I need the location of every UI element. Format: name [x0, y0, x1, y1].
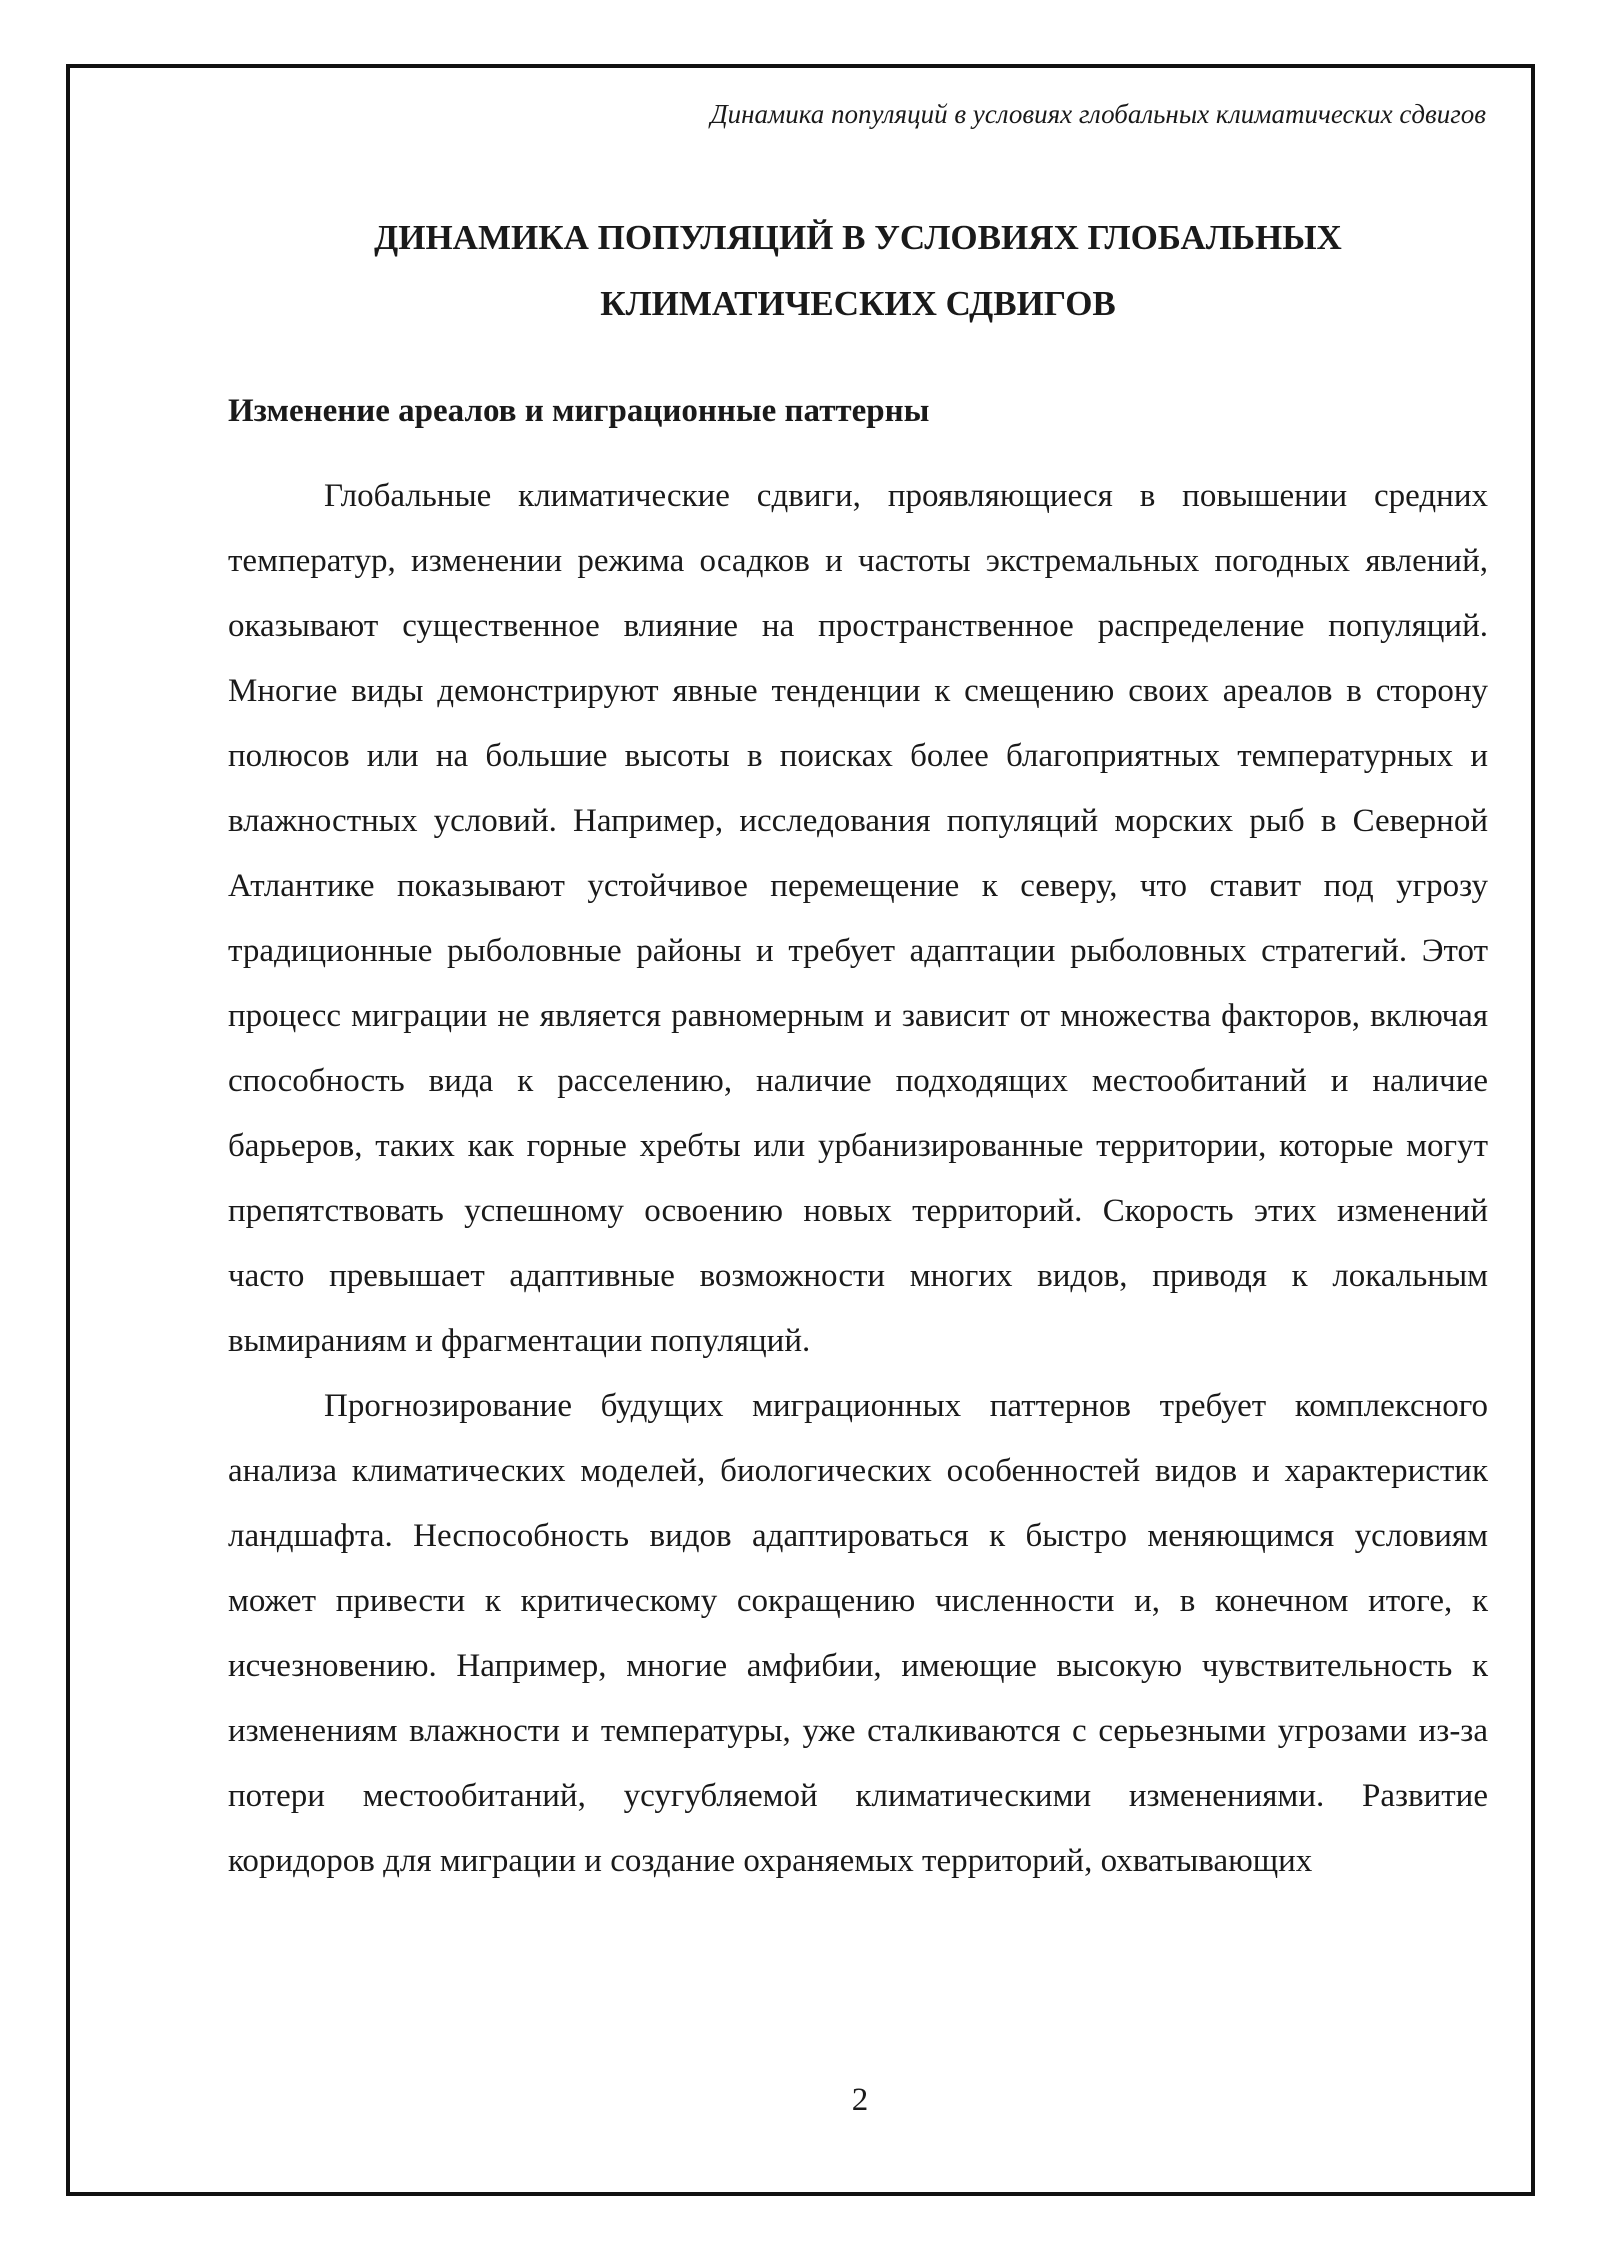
running-header: Динамика популяций в условиях глобальных климатических сдвигов: [710, 99, 1486, 129]
document-title-line-1: ДИНАМИКА ПОПУЛЯЦИЙ В УСЛОВИЯХ ГЛОБАЛЬНЫХ: [374, 218, 1342, 257]
page-number: 2: [851, 2082, 869, 2118]
document-title-line-2: КЛИМАТИЧЕСКИХ СДВИГОВ: [600, 284, 1116, 323]
paragraph-2: Прогнозирование будущих миграционных паттернов требует комплексного анализа климатических моделей, биологических особенностей видов и характеристик ландшафта. Неспособность видов адаптироваться к быстро меняющимся условиям может привести к критическому сокращению численности и, в конечном итоге, к исчезновению. Например, многие амфибии, имеющие высокую чувствительность к изменениям влажности и температуры, уже сталкиваются с серьезными угрозами из-за потери местообитаний, усугубляемой климатическими изменениями. Развитие коридоров для миграции и создание охраняемых территорий, охватывающих: [228, 1388, 1488, 1879]
section-heading: Изменение ареалов и миграционные паттерны: [228, 393, 930, 429]
document-title: [228, 205, 1488, 337]
paragraph-1: Глобальные климатические сдвиги, проявляющиеся в повышении средних температур, изменении режима осадков и частоты экстремальных погодных явлений, оказывают существенное влияние на пространственное распределение популяций. Многие виды демонстрируют явные тенденции к смещению своих ареалов в сторону полюсов или на большие высоты в поисках более благоприятных температурных и влажностных условий. Например, исследования популяций морских рыб в Северной Атлантике показывают устойчивое перемещение к северу, что ставит под угрозу традиционные рыболовные районы и требует адаптации рыболовных стратегий. Этот процесс миграции не является равномерным и зависит от множества факторов, включая способность вида к расселению, наличие подходящих местообитаний и наличие барьеров, таких как горные хребты или урбанизированные территории, которые могут препятствовать успешному освоению новых территорий. Скорость этих изменений часто превышает адаптивные возможности многих видов, приводя к локальным вымираниям и фрагментации популяций.: [228, 478, 1488, 1359]
body-text: [228, 464, 1488, 1894]
